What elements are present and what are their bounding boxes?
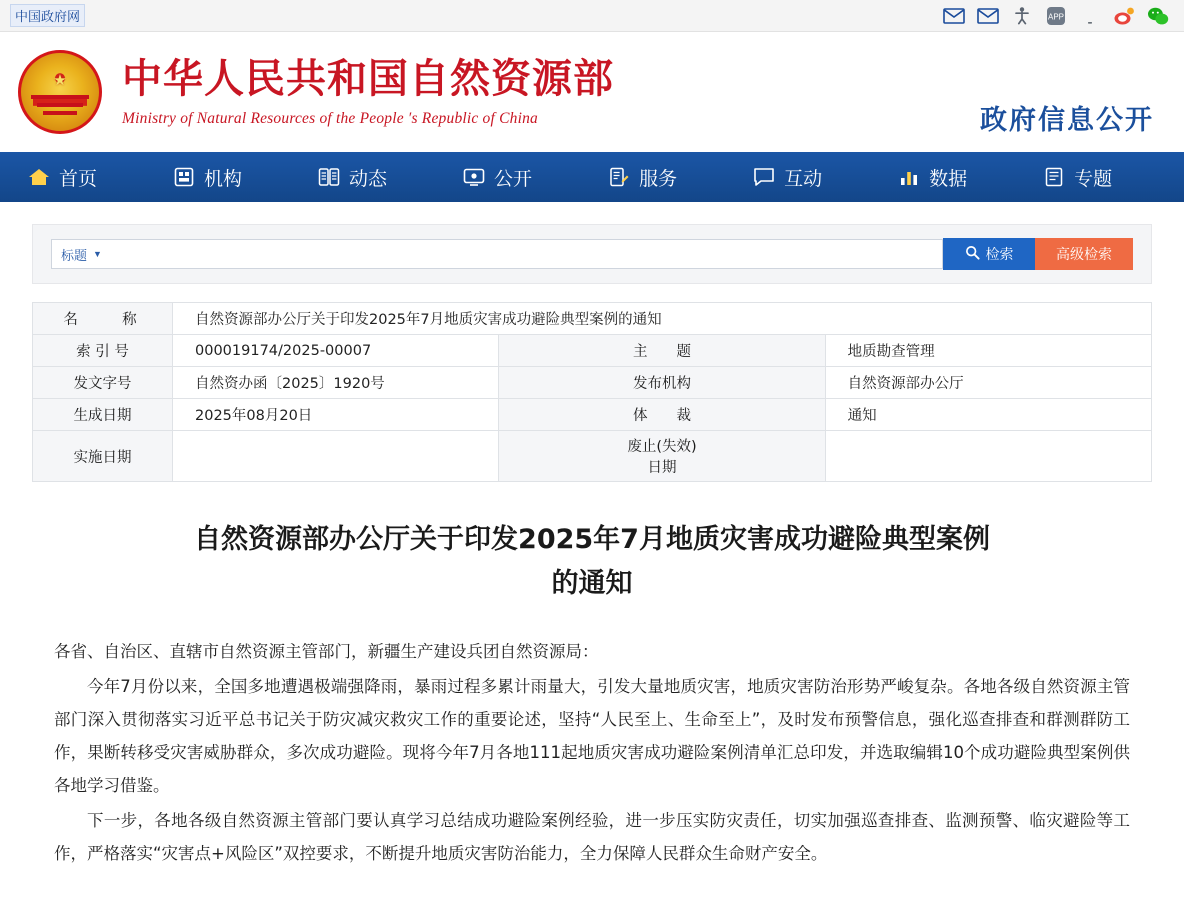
meta-value-abolish <box>825 431 1151 482</box>
advanced-search-button[interactable]: 高级检索 <box>1035 238 1133 270</box>
meta-label-name: 名 称 <box>33 303 173 335</box>
mail-alt-icon[interactable] <box>976 5 1000 27</box>
top-icon-group <box>942 5 1170 27</box>
nav-item-topics[interactable] <box>1043 164 1146 191</box>
search-bar <box>32 224 1152 284</box>
search-scope-label: 标题 <box>61 247 88 263</box>
meta-label-docnum: 发文字号 <box>33 367 173 399</box>
meta-value-created: 2025年08月20日 <box>173 399 499 431</box>
nav-item-service[interactable] <box>608 164 711 191</box>
table-row <box>33 335 1152 367</box>
meta-label-abolish <box>499 431 825 482</box>
mobile-icon[interactable] <box>1078 5 1102 27</box>
section-title: 政府信息公开 <box>980 105 1154 136</box>
meta-label-abolish-line2: 日期 <box>647 460 677 476</box>
mail-icon[interactable] <box>942 5 966 27</box>
gov-portal-link[interactable]: 中国政府网 <box>10 4 85 27</box>
meta-value-genre: 通知 <box>825 399 1151 431</box>
meta-value-index: 000019174/2025-00007 <box>173 335 499 367</box>
nav-item-news[interactable] <box>318 164 421 191</box>
nav-label: 动态 <box>349 167 388 190</box>
nav-item-interaction[interactable] <box>753 164 856 191</box>
nav-label: 专题 <box>1074 167 1113 190</box>
meta-label-genre: 体 裁 <box>499 399 825 431</box>
pencil-doc-icon <box>608 166 630 188</box>
nav-label: 数据 <box>929 167 968 190</box>
weibo-icon[interactable] <box>1112 5 1136 27</box>
nav-item-organization[interactable] <box>173 164 276 191</box>
search-icon <box>965 245 980 264</box>
emblem-gate-shape <box>31 95 89 115</box>
nav-label: 公开 <box>494 167 533 190</box>
meta-value-docnum: 自然资办函〔2025〕1920号 <box>173 367 499 399</box>
meta-value-effective <box>173 431 499 482</box>
building-icon <box>173 166 195 188</box>
article-paragraph: 今年7月份以来，全国多地遭遇极端强降雨，暴雨过程多累计雨量大，引发大量地质灾害，地质灾害防治形势严峻复杂。各地各级自然资源主管部门深入贯彻落实习近平总书记关于防灾减灾救灾工作的重要论述，坚持“人民至上、生命至上”，及时发布预警信息，强化巡查排查和群测群防工作，果断转移受灾害威胁群众，多次成功避险。现将今年7月各地111起地质灾害成功避险案例清单汇总印发，并选取编辑10个成功避险典型案例供各地学习借鉴。 <box>54 677 1130 796</box>
main-nav <box>0 152 1184 202</box>
monitor-icon <box>463 166 485 188</box>
site-title-block <box>122 57 614 128</box>
nav-item-home[interactable] <box>28 164 131 191</box>
site-header <box>0 32 1184 152</box>
app-icon[interactable] <box>1044 5 1068 27</box>
table-row <box>33 303 1152 335</box>
nav-label: 首页 <box>59 167 98 190</box>
page-title: 自然资源部办公厅关于印发2025年7月地质灾害成功避险典型案例的通知 <box>194 524 990 599</box>
news-icon <box>318 166 340 188</box>
meta-label-effective: 实施日期 <box>33 431 173 482</box>
meta-label-created: 生成日期 <box>33 399 173 431</box>
chevron-down-icon: ▼ <box>93 249 102 259</box>
top-bar <box>0 0 1184 32</box>
emblem-star-icon: ★ <box>53 72 67 89</box>
search-scope-select[interactable] <box>51 239 111 269</box>
article-paragraph: 下一步，各地各级自然资源主管部门要认真学习总结成功避险案例经验，进一步压实防灾责任，切实加强巡查排查、监测预警、临灾避险等工作，严格落实“灾害点+风险区”双控要求，不断提升地质灾害防治能力，全力保障人民群众生命财产安全。 <box>54 811 1130 864</box>
meta-value-name: 自然资源部办公厅关于印发2025年7月地质灾害成功避险典型案例的通知 <box>173 303 1152 335</box>
svg-text:APP: APP <box>1047 12 1065 21</box>
wechat-icon[interactable] <box>1146 5 1170 27</box>
site-title-en: Ministry of Natural Resources of the People ′s Republic of China <box>122 109 538 127</box>
table-row <box>33 431 1152 482</box>
nav-item-disclosure[interactable] <box>463 164 566 191</box>
meta-label-publisher: 发布机构 <box>499 367 825 399</box>
meta-label-abolish-line1: 废止(失效) <box>627 439 697 455</box>
nav-label: 服务 <box>639 167 678 190</box>
meta-value-publisher: 自然资源部办公厅 <box>825 367 1151 399</box>
meta-label-topic: 主 题 <box>499 335 825 367</box>
nav-label: 机构 <box>204 167 243 190</box>
home-icon <box>28 166 50 188</box>
nav-item-data[interactable] <box>898 164 1001 191</box>
search-button[interactable] <box>943 238 1035 270</box>
site-title-cn: 中华人民共和国自然资源部 <box>122 55 614 102</box>
chat-icon <box>753 166 775 188</box>
meta-label-index: 索 引 号 <box>33 335 173 367</box>
table-row <box>33 367 1152 399</box>
meta-value-topic: 地质勘查管理 <box>825 335 1151 367</box>
document-meta-table <box>32 302 1152 482</box>
national-emblem <box>18 50 102 134</box>
table-row <box>33 399 1152 431</box>
search-button-label: 检索 <box>985 247 1014 263</box>
article-paragraph: 各省、自治区、直辖市自然资源主管部门，新疆生产建设兵团自然资源局： <box>54 642 599 662</box>
accessibility-icon[interactable] <box>1010 5 1034 27</box>
bar-chart-icon <box>898 166 920 188</box>
article-body <box>0 482 1184 902</box>
search-input[interactable] <box>111 239 943 269</box>
nav-label: 互动 <box>784 167 823 190</box>
list-doc-icon <box>1043 166 1065 188</box>
